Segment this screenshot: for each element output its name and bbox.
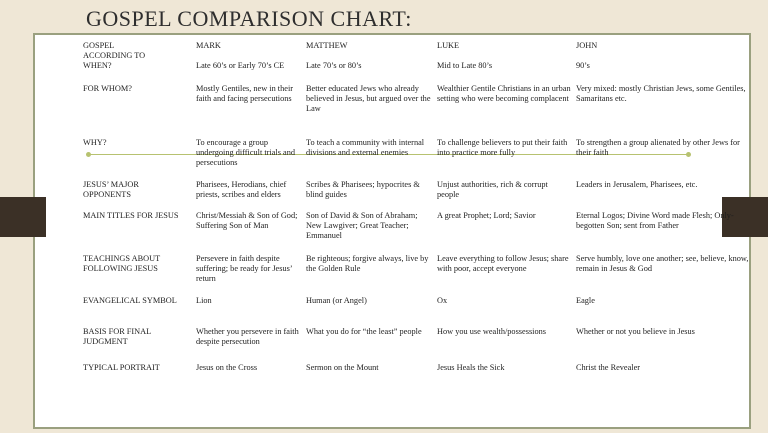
cell-john: Eagle	[576, 296, 595, 305]
cell-mark: To encourage a group undergoing difficult trials and persecutions	[196, 138, 296, 167]
cell-matthew: Sermon on the Mount	[306, 363, 379, 372]
cell-john: Very mixed: mostly Christian Jews, some Gentiles, Samaritans etc.	[576, 84, 746, 103]
row-label: FOR WHOM?	[83, 84, 132, 93]
row-label: TYPICAL PORTRAIT	[83, 363, 160, 372]
cell-matthew: To teach a community with internal divisions and external enemies	[306, 138, 425, 157]
cell-mark: Lion	[196, 296, 212, 305]
row-label: GOSPEL ACCORDING TO WHEN?	[83, 41, 146, 70]
row-label: JESUS’ MAJOR OPPONENTS	[83, 180, 139, 199]
cell-matthew: Scribes & Pharisees; hypocrites & blind guides	[306, 180, 420, 199]
cell-john: To strengthen a group alienated by other Jews for their faith	[576, 138, 740, 157]
cell-john: Leaders in Jerusalem, Pharisees, etc.	[576, 180, 698, 189]
row-label: TEACHINGS ABOUT FOLLOWING JESUS	[83, 254, 161, 273]
row-label: EVANGELICAL SYMBOL	[83, 296, 177, 305]
side-tab-left	[0, 197, 46, 237]
slide-title: GOSPEL COMPARISON CHART:	[86, 6, 412, 31]
row-label: MAIN TITLES FOR JESUS	[83, 211, 179, 220]
cell-luke: LUKE Mid to Late 80’s	[437, 41, 493, 70]
cell-luke: Leave everything to follow Jesus; share with poor, accept everyone	[437, 254, 569, 273]
cell-luke: Ox	[437, 296, 448, 305]
cell-john: Christ the Revealer	[576, 363, 641, 372]
cell-matthew: MATTHEW Late 70’s or 80’s	[306, 41, 362, 70]
cell-mark: Christ/Messiah & Son of God; Suffering Son of Man	[196, 211, 298, 230]
cell-luke: How you use wealth/possessions	[437, 327, 547, 336]
cell-matthew: Be righteous; forgive always, live by the Golden Rule	[306, 254, 429, 273]
row-label: WHY?	[83, 138, 107, 147]
cell-mark: Pharisees, Herodians, chief priests, scribes and elders	[196, 180, 287, 199]
cell-mark: Mostly Gentiles, new in their faith and facing persecutions	[196, 84, 294, 103]
cell-john: JOHN 90’s	[576, 41, 598, 70]
cell-john: Serve humbly, love one another; see, believe, know, remain in Jesus & God	[576, 254, 749, 273]
cell-luke: To challenge believers to put their faith into practice more fully	[437, 138, 568, 157]
cell-luke: Unjust authorities, rich & corrupt people	[437, 180, 548, 199]
cell-mark: Persevere in faith despite suffering; be ready for Jesus’ return	[196, 254, 292, 283]
cell-luke: A great Prophet; Lord; Savior	[437, 211, 536, 220]
cell-luke: Jesus Heals the Sick	[437, 363, 505, 372]
cell-mark: MARK Late 60’s or Early 70’s CE	[196, 41, 285, 70]
cell-matthew: Human (or Angel)	[306, 296, 367, 305]
cell-john: Whether or not you believe in Jesus	[576, 327, 695, 336]
row-label: BASIS FOR FINAL JUDGMENT	[83, 327, 152, 346]
cell-matthew: Better educated Jews who already believed in Jesus, but argued over the Law	[306, 84, 431, 113]
cell-matthew: Son of David & Son of Abraham; New Lawgiver; Great Teacher; Emmanuel	[306, 211, 418, 240]
cell-mark: Whether you persevere in faith despite persecution	[196, 327, 299, 346]
cell-mark: Jesus on the Cross	[196, 363, 258, 372]
cell-matthew: What you do for “the least” people	[306, 327, 422, 336]
cell-john: Eternal Logos; Divine Word made Flesh; Only-begotten Son; sent from Father	[576, 211, 734, 230]
decorative-dot-left	[86, 152, 91, 157]
cell-luke: Wealthier Gentile Christians in an urban setting who were becoming complacent	[437, 84, 571, 103]
